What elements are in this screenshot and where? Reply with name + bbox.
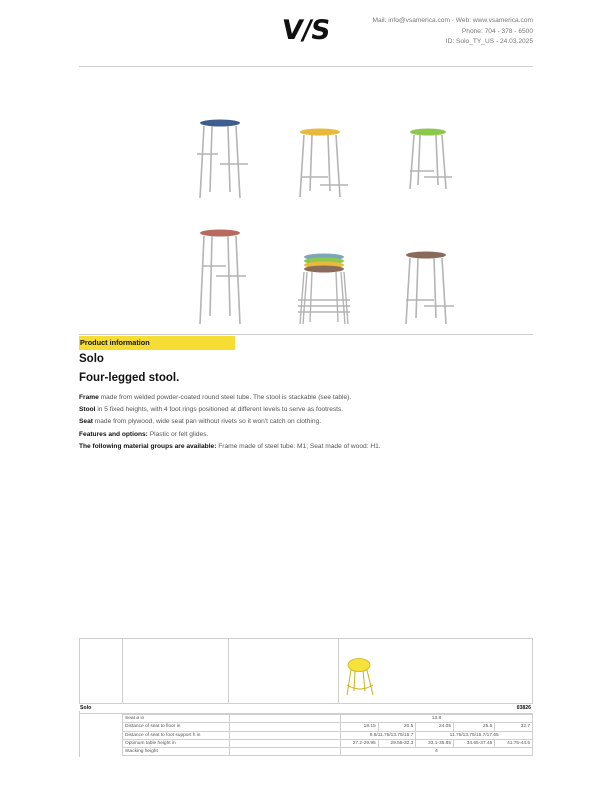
table-cell: 25.6 [454, 723, 495, 731]
spec-values-table [122, 714, 533, 756]
spec-image-row [79, 638, 533, 703]
table-cell: 11.75/13.75/15.7/17.65 [416, 731, 533, 739]
row-label-seat-diameter: Seat ø in [123, 715, 230, 723]
stool-image-yellow [288, 127, 352, 201]
brand-logo: V/S [279, 15, 332, 46]
stool-image-blue [188, 118, 252, 202]
stool-image-red [188, 228, 252, 328]
features-line [79, 429, 533, 441]
table-cell: 33.1-35.85 [416, 739, 454, 747]
section-label: Product information [79, 336, 235, 350]
stool-image-brown [394, 250, 458, 328]
stool-line [79, 404, 533, 416]
row-label-seat-height: Distance of seat to floor in [123, 723, 230, 731]
product-subtitle: Four-legged stool. [79, 372, 180, 384]
product-description [79, 392, 533, 453]
contact-mail-web: Mail: info@vsamerica.com · Web: www.vsamerica.com [372, 17, 533, 24]
table-cell: 32.7 [495, 723, 533, 731]
frame-label: Frame [79, 394, 99, 401]
gallery-divider [79, 334, 533, 335]
row-label-stacking: Stacking height [123, 748, 230, 756]
table-row [123, 715, 533, 723]
frame-line [79, 392, 533, 404]
table-cell: 18.15 [341, 723, 379, 731]
stool-image-green [398, 127, 458, 193]
stacking-height-value: 4 [341, 748, 533, 756]
seat-text: made from plywood, wide seat pan without rivets so it won't catch on clothing. [92, 418, 322, 426]
contact-block [373, 16, 533, 48]
seat-line [79, 416, 533, 428]
features-label: Features and options: [79, 430, 148, 438]
spec-model-row [79, 703, 533, 714]
header-divider [79, 66, 533, 67]
stool-line-drawing [342, 657, 382, 699]
table-row [123, 723, 533, 731]
spec-left-column [79, 711, 122, 757]
materials-label: The following material groups are available: [79, 442, 217, 450]
table-cell: 24.05 [416, 723, 454, 731]
seat-diameter-value: 13.8 [341, 715, 533, 723]
frame-text: made from welded powder-coated round steel tube. The stool is stackable (see table). [98, 394, 352, 401]
document-id: ID: Solo_TY_US - 24.03.2025 [445, 38, 533, 45]
table-row [123, 739, 533, 747]
stool-label: Stool [79, 406, 96, 414]
stool-text: in 5 fixed heights, with 4 foot rings positioned at different levels to serve as footrests. [95, 406, 344, 414]
spec-table [79, 638, 533, 756]
table-cell: 20.5 [378, 723, 416, 731]
row-label-foot-support: Distance of seat to foot support h in [123, 731, 230, 739]
table-cell: 41.75-44.5 [495, 739, 533, 747]
contact-phone: Phone: 704 - 378 - 6500 [461, 27, 533, 35]
features-text: Plastic or felt glides. [147, 430, 209, 438]
row-label-table-height: Optimum table height in [123, 739, 230, 747]
spec-model-name: Solo [80, 705, 92, 711]
stool-image-stack [292, 252, 356, 328]
table-row [123, 731, 533, 739]
seat-label: Seat [79, 418, 93, 426]
materials-text: Frame made of steel tube: M1; Seat made of wood: H1. [216, 442, 381, 450]
product-name: Solo [79, 353, 104, 365]
table-cell: 34.65-37.45 [454, 739, 495, 747]
materials-line [79, 441, 533, 453]
spec-article-number: 03826 [516, 705, 531, 711]
table-cell: 27.2-29.95 [341, 739, 379, 747]
table-row [123, 748, 533, 756]
table-cell: 9.8/11.75/13.75/15.7 [341, 731, 416, 739]
table-cell: 29.55-32.3 [378, 739, 416, 747]
product-gallery [180, 110, 460, 336]
